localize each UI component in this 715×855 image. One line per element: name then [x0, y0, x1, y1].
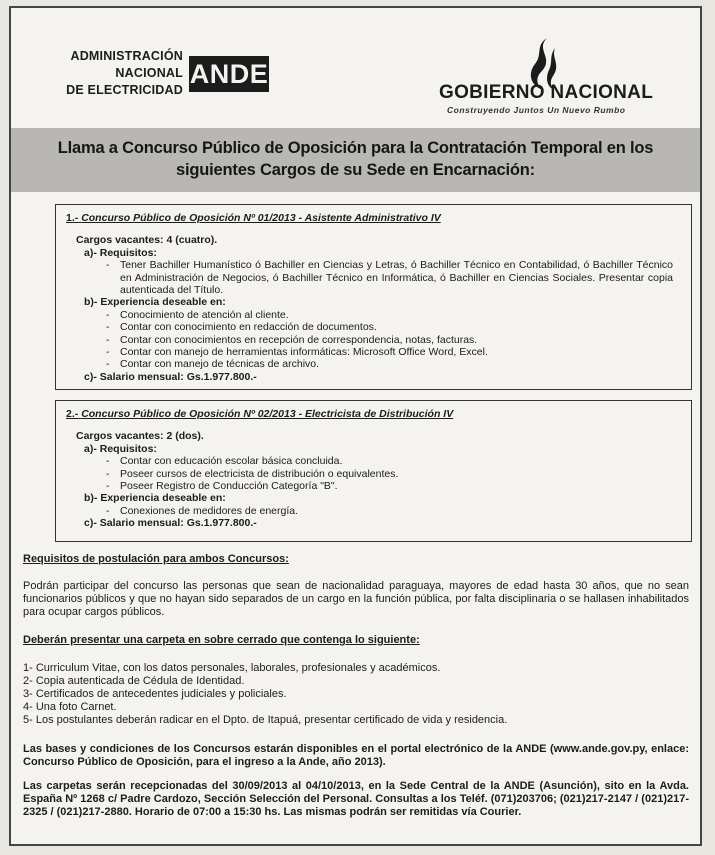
experiencia-text: Contar con conocimiento en redacción de documentos.: [120, 321, 377, 334]
carpeta-item: 4- Una foto Carnet.: [23, 701, 117, 713]
announcement-page: [9, 6, 702, 846]
experiencia-item: - Contar con conocimientos en recepción de correspondencia, notas, facturas.: [106, 334, 681, 346]
concurso-2-title: [66, 408, 681, 420]
concurso-number: 1.-: [66, 212, 79, 224]
experiencia-text: Contar con manejo de técnicas de archivo.: [120, 358, 320, 371]
carpetas-info-text: Las carpetas serán recepcionadas del 30/09/2013 al 04/10/2013, en la Sede Central de la ANDE (Asunción), sito en la Avda. España Nº 1268 c/ Padre Cardozo, Sección Selección del Personal. Consultas a los Teléf. (071)203706; (021)217-2147 / (021)217-2325 / (021)217-2880. Horario de 07:00 a 15:30 hs. Las mismas podrán ser remitidas vía Courier.: [23, 780, 689, 818]
experiencia-text: Contar con conocimientos en recepción de correspondencia, notas, facturas.: [120, 333, 478, 346]
experiencia-item: - Contar con manejo de herramientas informáticas: Microsoft Office Word, Excel.: [106, 346, 681, 358]
carpeta-list: [23, 662, 689, 727]
requisito-item: - Tener Bachiller Humanístico ó Bachiller en Ciencias y Letras, ó Bachiller Técnico en Contabilidad, ó Bachiller Técnico en Administración de Negocios, ó Bachiller Técnico en Informática, ó Bachiller en Ciencias Sociales. Presentar copia autenticada del Título.: [106, 259, 673, 297]
cargos-vacantes: Cargos vacantes: 4 (cuatro).: [76, 234, 218, 247]
gobierno-nacional-logo: [421, 36, 679, 116]
gobierno-title: GOBIERNO NACIONAL: [439, 82, 654, 103]
bases-text: Las bases y condiciones de los Concursos estarán disponibles en el portal electrónico de la ANDE (www.ande.gov.py, enlace: Concurso Público de Oposición, para el ingreso a la Ande, año 2013).: [23, 743, 689, 768]
gobierno-slogan: Construyendo Juntos Un Nuevo Rumbo: [447, 105, 626, 115]
requisito-item: - Poseer Registro de Conducción Categoría "B".: [106, 480, 681, 492]
carpeta-item: 3- Certificados de antecedentes judiciales y policiales.: [23, 688, 287, 700]
postulacion-heading-text: Requisitos de postulación para ambos Concursos:: [23, 553, 289, 565]
title-banner: [11, 128, 700, 192]
ande-name: [51, 48, 183, 99]
carpeta-heading: [23, 634, 689, 647]
carpeta-item: 2- Copia autenticada de Cédula de Identidad.: [23, 675, 245, 687]
experiencia-text: Conexiones de medidores de energía.: [120, 504, 299, 517]
requisito-item: - Contar con educación escolar básica concluida.: [106, 455, 681, 467]
experiencia-text: Conocimiento de atención al cliente.: [120, 308, 289, 321]
experiencia-label: b)- Experiencia deseable en:: [84, 492, 226, 505]
ande-name-line: DE ELECTRICIDAD: [66, 83, 183, 97]
salario-mensual: c)- Salario mensual: Gs.1.977.800.-: [84, 517, 257, 530]
header: [11, 8, 700, 128]
experiencia-item: - Conexiones de medidores de energía.: [106, 505, 681, 517]
salario-mensual: c)- Salario mensual: Gs.1.977.800.-: [84, 370, 257, 383]
concurso-1-box: [55, 204, 692, 390]
carpeta-item: 5- Los postulantes deberán radicar en el Dpto. de Itapuá, presentar certificado de vida y residencia.: [23, 714, 508, 726]
requisito-text: Poseer cursos de electricista de distribución o equivalentes.: [120, 467, 399, 480]
ande-name-line: ADMINISTRACIÓN: [70, 49, 183, 63]
ande-name-line: NACIONAL: [115, 66, 183, 80]
concurso-2-box: [55, 400, 692, 542]
experiencia-text: Contar con manejo de herramientas informáticas: Microsoft Office Word, Excel.: [120, 346, 488, 359]
banner-line: siguientes Cargos de su Sede en Encarnación:: [176, 161, 535, 179]
experiencia-item: - Contar con manejo de técnicas de archivo.: [106, 358, 681, 370]
banner-line: Llama a Concurso Público de Oposición para la Contratación Temporal en los: [57, 139, 654, 157]
cargos-vacantes: Cargos vacantes: 2 (dos).: [76, 430, 204, 443]
ande-logo: ANDE: [189, 56, 269, 92]
experiencia-item: - Conocimiento de atención al cliente.: [106, 309, 681, 321]
concurso-number: 2.-: [66, 408, 79, 420]
postulacion-text: Podrán participar del concurso las personas que sean de nacionalidad paraguaya, mayores de edad hasta 30 años, que no sean funcionarios públicos y que no hayan sido separados de un cargo en la función pública, por falta disciplinaria o se hallasen inhabilitados para ocupar cargos públicos.: [23, 580, 689, 618]
concurso-1-title: [66, 212, 681, 224]
experiencia-label: b)- Experiencia deseable en:: [84, 296, 226, 309]
carpeta-item: 1- Curriculum Vitae, con los datos personales, laborales, profesionales y académicos.: [23, 662, 441, 674]
concurso-title-text: Concurso Público de Oposición Nº 01/2013 - Asistente Administrativo IV: [81, 212, 441, 224]
requisitos-label: a)- Requisitos:: [84, 442, 157, 455]
carpeta-heading-text: Deberán presentar una carpeta en sobre cerrado que contenga lo siguiente:: [23, 634, 420, 646]
requisito-item: - Poseer cursos de electricista de distribución o equivalentes.: [106, 468, 681, 480]
experiencia-item: - Contar con conocimiento en redacción de documentos.: [106, 321, 681, 333]
concurso-title-text: Concurso Público de Oposición Nº 02/2013 - Electricista de Distribución IV: [81, 408, 454, 420]
requisito-text: Poseer Registro de Conducción Categoría "B".: [120, 480, 338, 493]
postulacion-heading: [23, 553, 689, 566]
requisito-text: Tener Bachiller Humanístico ó Bachiller en Ciencias y Letras, ó Bachiller Técnico en Contabilidad, ó Bachiller Técnico en Administración de Negocios, ó Bachiller Técnico en Informática, ó Bachiller en Ciencias Sociales. Presentar copia autenticada del Título.: [120, 259, 673, 297]
requisitos-label: a)- Requisitos:: [84, 246, 157, 259]
requisito-text: Contar con educación escolar básica concluida.: [120, 455, 343, 468]
